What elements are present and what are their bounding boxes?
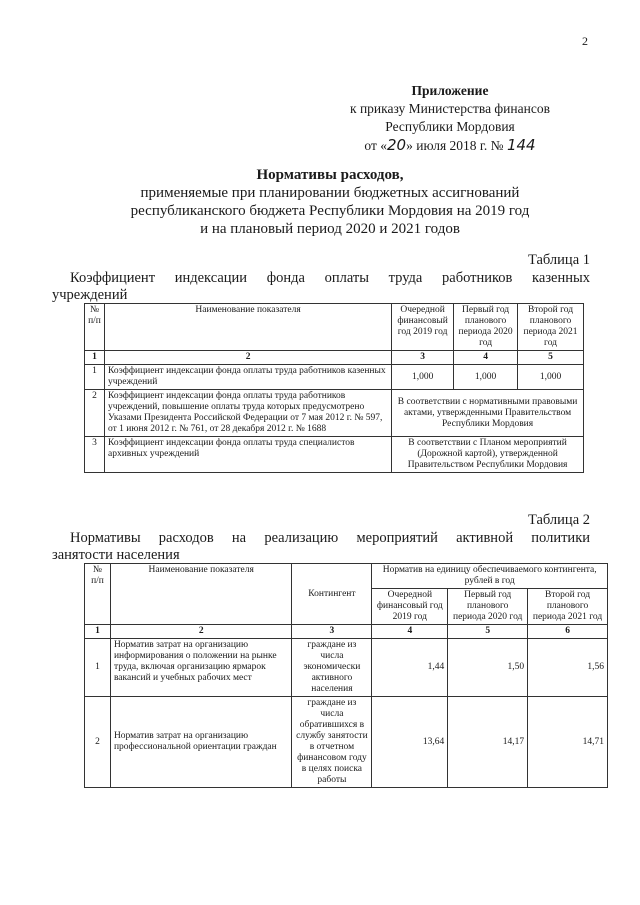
row-value: 13,64 bbox=[372, 697, 448, 788]
row-name: Коэффициент индексации фонда оплаты труда специалистов архивных учреждений bbox=[104, 437, 391, 473]
row-value: 1,44 bbox=[372, 639, 448, 697]
appendix-date bbox=[300, 136, 600, 155]
row-num: 2 bbox=[85, 697, 111, 788]
header-name: Наименование показателя bbox=[104, 304, 391, 351]
index-cell: 5 bbox=[448, 625, 528, 639]
row-num: 3 bbox=[85, 437, 105, 473]
row-name: Коэффициент индексации фонда оплаты труда работников учреждений, повышение оплаты труда которых предусмотрено Указами Президента Российской Федерации от 7 мая 2012 г. № 597, от 1 июня 2012 г. № 761, от 28 декабря 2012 г. № 1688 bbox=[104, 390, 391, 437]
index-cell: 3 bbox=[392, 351, 454, 365]
row-num: 1 bbox=[85, 639, 111, 697]
title-bold: Нормативы расходов, bbox=[256, 167, 404, 183]
table1-heading-line1: Коэффициент индексации фонда оплаты труда работников казенных bbox=[70, 270, 590, 286]
index-cell: 1 bbox=[85, 625, 111, 639]
title-line-2: республиканского бюджета Республики Мордовия на 2019 год bbox=[130, 203, 530, 219]
row-contingent: граждане из числа экономически активного населения bbox=[292, 639, 372, 697]
appendix-line-2: Республики Мордовия bbox=[385, 119, 515, 134]
order-number: 144 bbox=[506, 136, 536, 154]
index-cell: 2 bbox=[104, 351, 391, 365]
header-year2: Первый год планового периода 2020 год bbox=[448, 589, 528, 625]
header-num: № п/п bbox=[85, 304, 105, 351]
row-num: 1 bbox=[85, 365, 105, 390]
header-num: № п/п bbox=[85, 564, 111, 625]
date-day: 20 bbox=[387, 136, 407, 154]
appendix-line-1: к приказу Министерства финансов bbox=[350, 101, 550, 116]
table2-header-row bbox=[85, 564, 608, 589]
table1-index-row bbox=[85, 351, 584, 365]
row-value: 14,71 bbox=[528, 697, 608, 788]
index-cell: 3 bbox=[292, 625, 372, 639]
table2-index-row bbox=[85, 625, 608, 639]
table-row bbox=[85, 697, 608, 788]
table-row bbox=[85, 365, 584, 390]
table2 bbox=[84, 563, 608, 788]
row-contingent: граждане из числа обратившихся в службу занятости в отчетном финансовом году в целях поиска работы bbox=[292, 697, 372, 788]
table2-heading-line1: Нормативы расходов на реализацию мероприятий активной политики bbox=[70, 530, 590, 546]
table1-caption: Таблица 1 bbox=[527, 252, 590, 268]
row-name: Коэффициент индексации фонда оплаты труда работников казенных учреждений bbox=[104, 365, 391, 390]
row-merged-value: В соответствии с нормативными правовыми актами, утвержденными Правительством Республики Мордовия bbox=[392, 390, 584, 437]
date-middle: » июля 2018 г. № bbox=[406, 138, 504, 153]
index-cell: 4 bbox=[372, 625, 448, 639]
table-row bbox=[85, 437, 584, 473]
row-value: 1,56 bbox=[528, 639, 608, 697]
table2-caption: Таблица 2 bbox=[527, 512, 590, 528]
row-value: 1,000 bbox=[454, 365, 518, 390]
appendix-title: Приложение bbox=[411, 83, 489, 98]
row-value: 1,50 bbox=[448, 639, 528, 697]
table1 bbox=[84, 303, 584, 473]
index-cell: 2 bbox=[110, 625, 292, 639]
title-line-3: и на плановый период 2020 и 2021 годов bbox=[200, 221, 460, 237]
table1-header-row bbox=[85, 304, 584, 351]
index-cell: 1 bbox=[85, 351, 105, 365]
header-year3: Второй год планового периода 2021 год bbox=[528, 589, 608, 625]
page-number: 2 bbox=[582, 34, 588, 48]
header-group: Норматив на единицу обеспечиваемого контингента, рублей в год bbox=[372, 564, 608, 589]
appendix-block bbox=[300, 82, 600, 155]
header-contingent: Контингент bbox=[292, 564, 372, 625]
date-prefix: от « bbox=[364, 138, 388, 153]
table-row bbox=[85, 639, 608, 697]
row-value: 1,000 bbox=[392, 365, 454, 390]
title-line-1: применяемые при планировании бюджетных ассигнований bbox=[140, 185, 520, 201]
document-title bbox=[60, 166, 600, 238]
row-merged-value: В соответствии с Планом мероприятий (Дорожной картой), утвержденной Правительством Республики Мордовия bbox=[392, 437, 584, 473]
header-year1: Очередной финансовый год 2019 год bbox=[392, 304, 454, 351]
index-cell: 4 bbox=[454, 351, 518, 365]
header-year1: Очередной финансовый год 2019 год bbox=[372, 589, 448, 625]
index-cell: 6 bbox=[528, 625, 608, 639]
table1-heading-line2: учреждений bbox=[52, 287, 128, 303]
header-year3: Второй год планового периода 2021 год bbox=[518, 304, 584, 351]
row-name: Норматив затрат на организацию информирования о положении на рынке труда, включая организацию ярмарок вакансий и учебных рабочих мест bbox=[110, 639, 292, 697]
row-name: Норматив затрат на организацию профессиональной ориентации граждан bbox=[110, 697, 292, 788]
row-value: 1,000 bbox=[518, 365, 584, 390]
header-name: Наименование показателя bbox=[110, 564, 292, 625]
row-value: 14,17 bbox=[448, 697, 528, 788]
header-year2: Первый год планового периода 2020 год bbox=[454, 304, 518, 351]
row-num: 2 bbox=[85, 390, 105, 437]
table-row bbox=[85, 390, 584, 437]
table2-heading-line2: занятости населения bbox=[52, 547, 180, 563]
index-cell: 5 bbox=[518, 351, 584, 365]
